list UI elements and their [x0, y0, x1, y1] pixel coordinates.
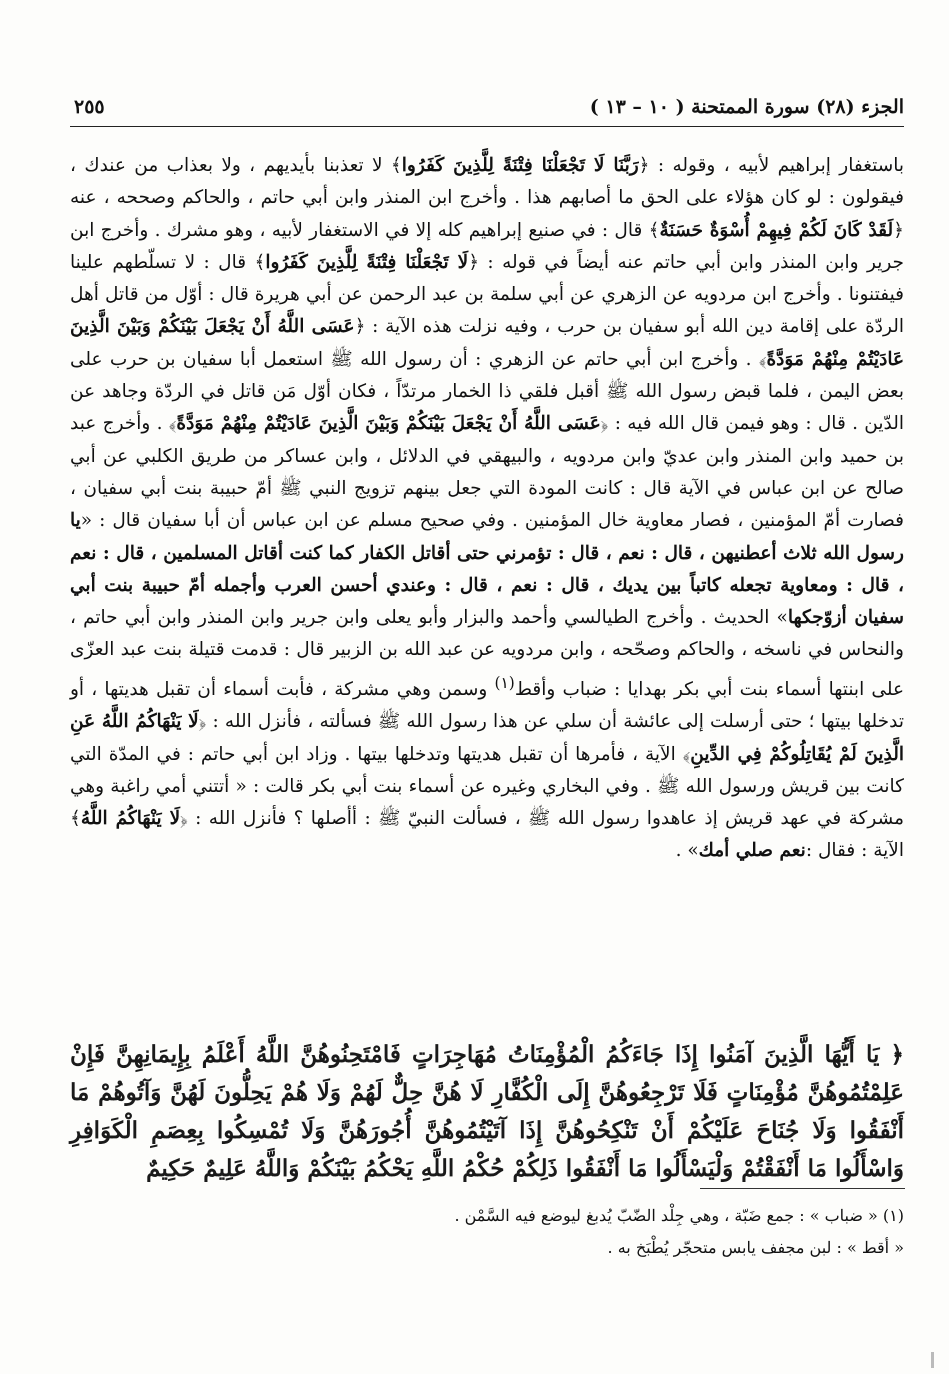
footnote-marker: (١) — [494, 673, 515, 692]
text-run: » الحديث . وأخرج الطيالسي وأحمد والبزار وأبو يعلى وابن جرير وابن المنذر وابن أبي حاتم ، والنحاس في ناسخه ، والحاكم وصحّحه ، وابن مردويه عن عبد الله بن الزبير قال : قدمت قتيلة بنت عبد العزّى على ابنتها أسماء بنت أبي بكر بهدايا : ضباب وأقط — [70, 607, 904, 700]
page-number: ٢٥٥ — [74, 96, 105, 118]
text-run: » . — [675, 840, 699, 862]
hadith-quote: يا رسول الله ثلاث أعطنيهن ، قال : نعم ، قال : تؤمرني حتى أقاتل الكفار كما كنت أقاتل المسلمين ، قال : نعم ، قال : ومعاوية تجعله كاتباً بين يديك ، قال : نعم ، قال : وعندي أحسن العرب وأجمله أمّ حبيبة بنت أبي سفيان أزوّجكها — [70, 510, 905, 629]
text-run: وسمن وهي مشركة ، فأبت أسماء أن تقبل هديتها ، أو تدخلها بيتها ؛ حتى أرسلت إلى عائشة أن سلي عن هذا رسول الله ﷺ فسألته ، فأنزل الله : ﴿ — [70, 678, 904, 733]
hadith-quote: نعم صلي أمك — [698, 840, 806, 862]
footnote-2: « أقط » : لبن مجفف يابس متحجّر يُطْبَخ به . — [607, 1238, 904, 1257]
text-run: ﴾ . وأخرج ابن أبي حاتم عن الزهري : أن رسول الله ﷺ استعمل أبا سفيان بن حرب على بعض اليمن ، فلما قبض رسول الله ﷺ أقبل فلقي ذا الخمار مرتدّاً ، فكان أوّل مَن قاتل في الردّة وجاهد عن الدّين . قال : وهو فيمن قال الله فيه : ﴿ — [70, 348, 905, 435]
quran-quote: لَا يَنْهَاكُمُ اللَّهُ عَنِ الَّذِينَ لَمْ يُقَاتِلُوكُمْ فِي الدِّينِ — [70, 711, 904, 765]
text-run: ﴾ قال : لا تسلّطهم علينا فيفتنونا . وأخرج ابن مردويه عن الزهري عن أبي سلمة بن عبد الرحمن عن أبي هريرة قال : أوّل من قاتل أهل الردّة على إقامة دين الله أبو سفيان بن حرب ، وفيه نزلت هذه الآية : ﴿ — [70, 251, 904, 338]
page-header — [70, 96, 904, 127]
footnote-divider — [700, 1188, 905, 1189]
commentary-text — [70, 150, 904, 868]
text-run: ﴾ . وأخرج عبد بن حميد وابن المنذر وابن عديّ وابن مردويه ، والبيهقي في الدلائل ، وابن عساكر من طريق الكلبي عن أبي صالح عن ابن عباس في الآية قال : كانت المودة التي جعل بينهم تزويج النبي ﷺ أمّ حبيبة بنت أبي سفيان ، فصارت أمّ المؤمنين ، فصار معاوية خال المؤمنين . وفي صحيح مسلم عن ابن عباس أن أبا سفيان قال : « — [70, 413, 904, 532]
running-title: الجزء (٢٨) سورة الممتحنة ( ١٠ – ١٣ ) — [589, 96, 904, 118]
text-run: ﴾ لا تعذبنا بأيديهم ، ولا بعذاب من عندك ، فيقولون : لو كان هؤلاء على الحق ما أصابهم هذا . وأخرج ابن المنذر وابن أبي حاتم ، والحاكم وصححه ، عنه ﴿ — [70, 155, 904, 241]
quran-quote: رَبَّنَا لَا تَجْعَلْنَا فِتْنَةً لِلَّذِينَ كَفَرُوا — [401, 155, 639, 176]
quran-quote: لَقَدْ كَانَ لَكُمْ فِيهِمْ أُسْوَةٌ حَسَنَةٌ — [659, 219, 894, 241]
text-run: ﴾ الآية : فقال : — [70, 808, 904, 862]
quran-quote: عَسَى اللَّهُ أَنْ يَجْعَلَ بَيْنَكُمْ وَبَيْنَ الَّذِينَ عَادَيْتُمْ مِنْهُمْ مَوَدَّةً — [70, 316, 904, 370]
quran-verse-block: ﴿ يَا أَيُّهَا الَّذِينَ آمَنُوا إِذَا جَاءَكُمُ الْمُؤْمِنَاتُ مُهَاجِرَاتٍ فَامْتَحِنُوهُنَّ اللَّهُ أَعْلَمُ بِإِيمَانِهِنَّ فَإِنْ عَلِمْتُمُوهُنَّ مُؤْمِنَاتٍ فَلَا تَرْجِعُوهُنَّ إِلَى الْكُفَّارِ لَا هُنَّ حِلٌّ لَهُمْ وَلَا هُمْ يَحِلُّونَ لَهُنَّ وَآتُوهُمْ مَا أَنْفَقُوا وَلَا جُنَاحَ عَلَيْكُمْ أَنْ تَنْكِحُوهُنَّ إِذَا آتَيْتُمُوهُنَّ أُجُورَهُنَّ وَلَا تُمْسِكُوا بِعِصَمِ الْكَوَافِرِ وَاسْأَلُوا مَا أَنْفَقْتُمْ وَلْيَسْأَلُوا مَا أَنْفَقُوا ذَلِكُمْ حُكْمُ اللَّهِ يَحْكُمُ بَيْنَكُمْ وَاللَّهُ عَلِيمٌ حَكِيمٌ — [70, 1041, 904, 1182]
quran-quote: لَا تَجْعَلْنَا فِتْنَةً لِلَّذِينَ كَفَرُوا — [265, 251, 469, 273]
text-run: باستغفار إبراهيم لأبيه ، وقوله : ﴿ — [638, 155, 904, 176]
quran-quote: لَا يَنْهَاكُمُ اللَّهُ — [80, 808, 181, 830]
text-run: ﴾ قال : في صنيع إبراهيم كله إلا في الاستغفار لأبيه ، وهو مشرك . وأخرج ابن جرير وابن المنذر وابن أبي حاتم عنه أيضاً في قوله : ﴿ — [70, 219, 904, 273]
footnote-1: (١) « ضباب » : جمع ضَبّة ، وهي جِلْد الضّبّ يُدبغ ليوضع فيه السَّمْن . — [454, 1206, 904, 1225]
text-run: ﴾ الآية ، فأمرها أن تقبل هديتها وتدخلها بيتها . وزاد ابن أبي حاتم : في المدّة التي كانت بين قريش ورسول الله ﷺ . وفي البخاري وغيره عن أسماء بنت أبي بكر قالت : « أتتني أمي راغبة وهي مشركة في عهد قريش إذ عاهدوا رسول الله ﷺ ، فسألت النبيّ ﷺ : أأصلها ؟ فأنزل الله : ﴿ — [70, 743, 904, 830]
page-edge-mark — [931, 1352, 934, 1368]
quran-quote: عَسَى اللَّهُ أَنْ يَجْعَلَ بَيْنَكُمْ وَبَيْنَ الَّذِينَ عَادَيْتُمْ مِنْهُمْ مَوَدَّةً — [176, 413, 601, 435]
